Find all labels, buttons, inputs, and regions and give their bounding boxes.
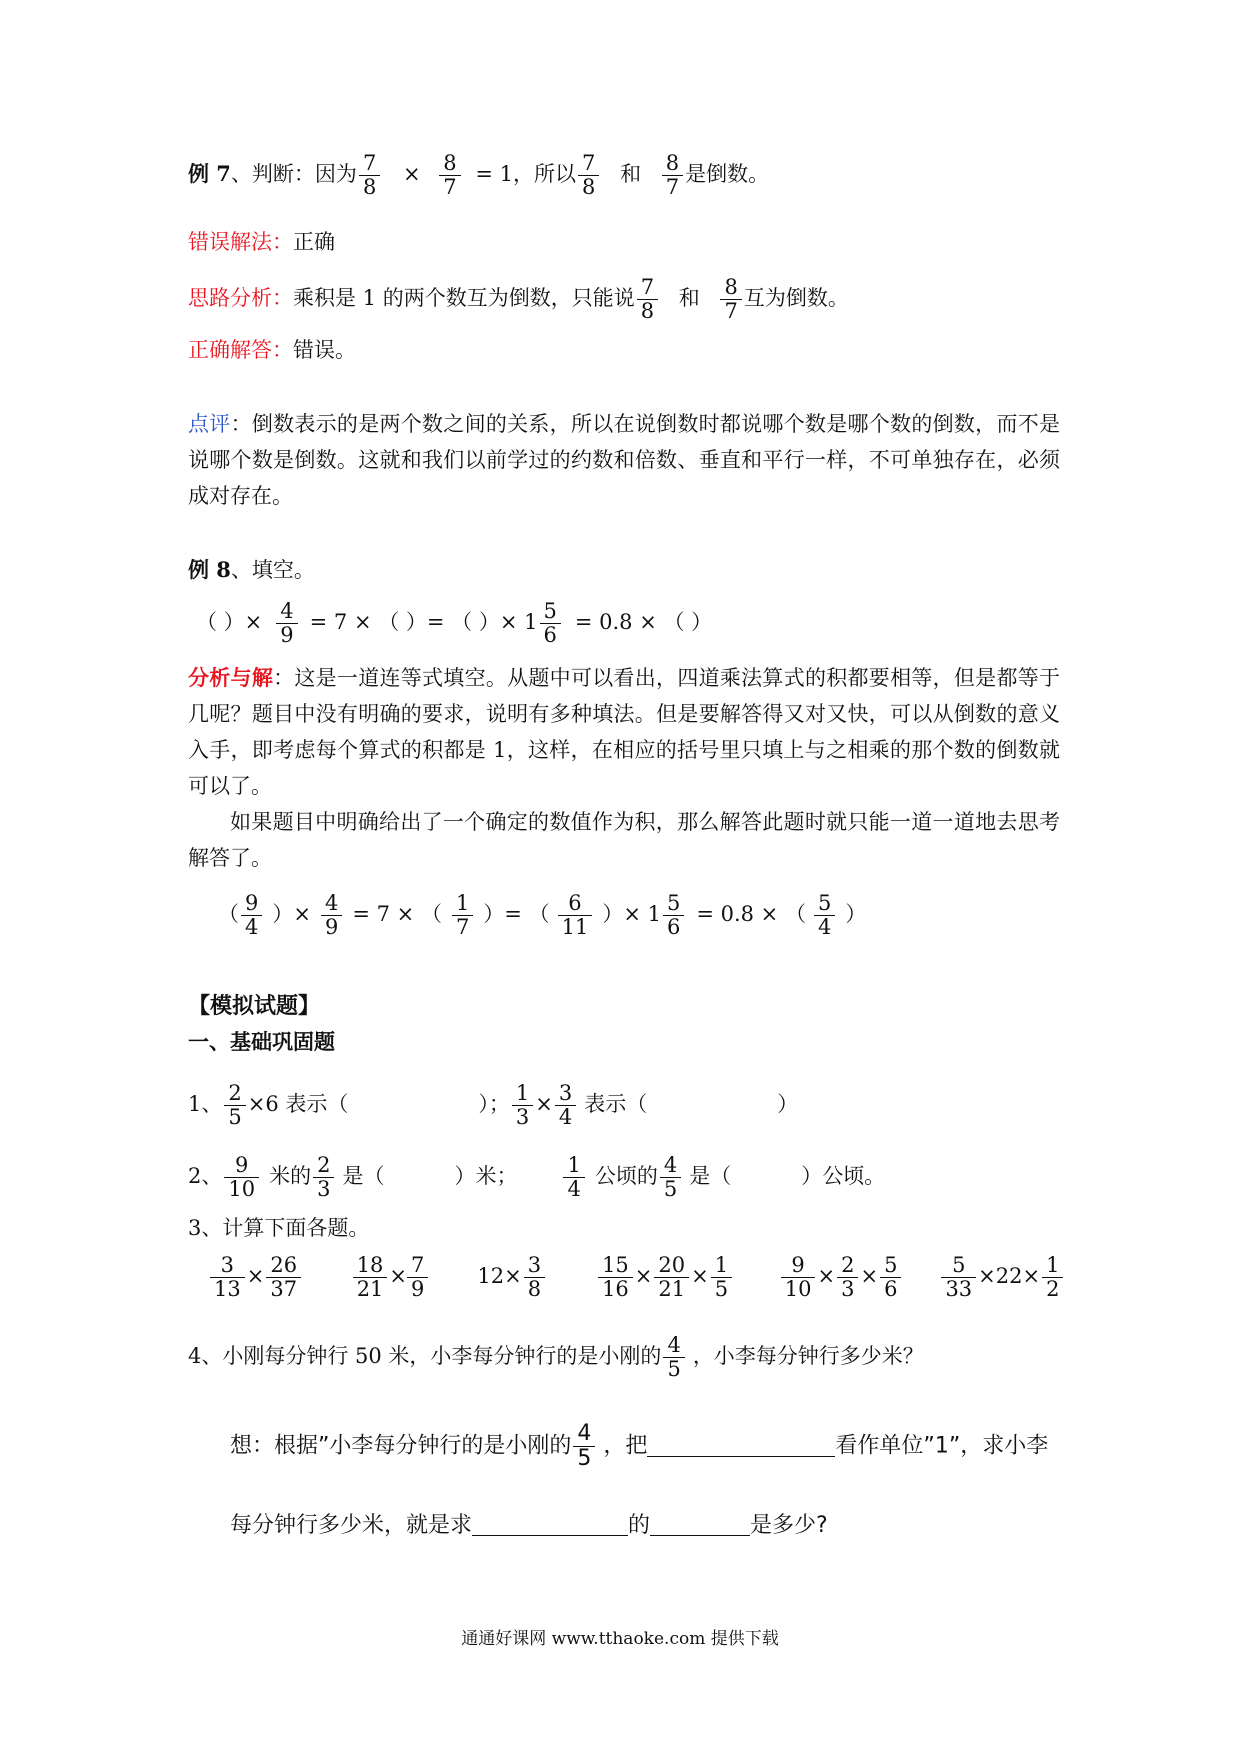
fraction: $\frac{4}{9}$ xyxy=(276,600,297,647)
question-text: ×6 表示（ xyxy=(247,1092,349,1116)
and-text: 和 xyxy=(678,286,700,310)
fraction: $\frac{8}{7}$ xyxy=(662,152,683,199)
comment-text: ：倒数表示的是两个数之间的关系，所以在说倒数时都说哪个数是哪个数的倒数，而不是说哪个数是倒数。这就和我们以前学过的约数和倍数、垂直和平行一样，不可单独存在，必须成对存在。 xyxy=(188,412,1061,508)
calc-items-row xyxy=(208,1254,1065,1301)
question-text: 公顷的 xyxy=(594,1164,658,1188)
question-1 xyxy=(188,1082,798,1129)
question-2 xyxy=(188,1154,885,1201)
analysis-tail: 互为倒数。 xyxy=(743,286,849,310)
solution-label: 分析与解 xyxy=(188,665,274,690)
footer-text: 通通好课网 www.tthaoke.com 提供下载 xyxy=(461,1629,779,1649)
fill-blank[interactable] xyxy=(650,1509,750,1536)
fraction: $\frac{2}{3}$ xyxy=(313,1154,334,1201)
question-text: 4、小刚每分钟行 50 米，小李每分钟行的是小刚的 xyxy=(188,1344,662,1368)
wrong-solution-line xyxy=(188,224,335,260)
fraction: $\frac{4}{5}$ xyxy=(660,1154,681,1201)
question-text: 是（ xyxy=(689,1164,732,1188)
question-text: ）； xyxy=(478,1092,510,1116)
fraction: $\frac{4}{5}$ xyxy=(573,1422,595,1471)
equation-text: = 7 × （ ）= （ ）× 1 xyxy=(309,610,538,634)
mock-test-heading: 【模拟试题】 xyxy=(188,993,321,1019)
hint-text: ，把 xyxy=(603,1433,648,1459)
analysis-label: 思路分析： xyxy=(188,286,293,310)
equation-text: （ xyxy=(218,902,239,926)
fill-blank[interactable] xyxy=(647,1430,835,1457)
example-8-title xyxy=(188,552,315,588)
hint-text: 的 xyxy=(628,1513,651,1538)
hint-line-1 xyxy=(230,1422,1048,1471)
question-text: × xyxy=(535,1092,553,1116)
question-number: 2、 xyxy=(188,1164,223,1188)
fraction: $\frac{7}{8}$ xyxy=(578,152,599,199)
analysis-line xyxy=(188,276,849,323)
equals-text: = 1，所以 xyxy=(475,162,576,186)
question-text: 米的 xyxy=(269,1164,312,1188)
question-text: ） xyxy=(777,1092,799,1116)
calc-item: $\frac{3}{13}$ × $\frac{26}{37}$ xyxy=(208,1254,344,1301)
question-4 xyxy=(188,1334,924,1381)
question-3: 3、计算下面各题。 xyxy=(188,1216,370,1240)
hint-text: 是多少? xyxy=(750,1513,828,1538)
fraction: $\frac{1}{3}$ xyxy=(512,1082,533,1129)
fraction: $\frac{5}{6}$ xyxy=(540,600,561,647)
example-8-label: 例 8 xyxy=(188,557,231,582)
paragraph-text: 如果题目中明确给出了一个确定的数值作为积，那么解答此题时就只能一道一道地去思考解答了。 xyxy=(188,810,1060,870)
times-sign: × xyxy=(403,162,421,186)
fraction: $\frac{9}{10}$ xyxy=(224,1154,259,1201)
wrong-solution-label: 错误解法： xyxy=(188,230,293,254)
fraction: $\frac{8}{7}$ xyxy=(720,276,741,323)
fraction: $\frac{7}{8}$ xyxy=(359,152,380,199)
solution-paragraph-2 xyxy=(188,804,1060,876)
fraction: $\frac{7}{8}$ xyxy=(637,276,658,323)
answer-fraction: $\frac{1}{7}$ xyxy=(452,892,473,939)
calc-item: 12× $\frac{3}{8}$ xyxy=(477,1254,589,1301)
hint-text: 看作单位”1”，求小李 xyxy=(835,1433,1049,1459)
fraction: $\frac{1}{4}$ xyxy=(563,1154,584,1201)
question-text: ）米； xyxy=(454,1164,518,1188)
question-text: 是（ xyxy=(342,1164,385,1188)
comment-label: 点评 xyxy=(188,412,231,436)
equation-text: （ ）× xyxy=(196,610,263,634)
comment-paragraph xyxy=(188,406,1060,514)
fraction: $\frac{4}{5}$ xyxy=(663,1334,684,1381)
tail-text: 是倒数。 xyxy=(685,162,770,186)
equation-text: = 0.8 × （ xyxy=(696,902,806,926)
calc-item: $\frac{18}{21}$ × $\frac{7}{9}$ xyxy=(351,1254,471,1301)
calc-item: $\frac{15}{16}$ × $\frac{20}{21}$ × $\frac{1}{5}$ xyxy=(596,1254,772,1301)
example-7-intro: 、判断：因为 xyxy=(230,162,357,186)
fraction: $\frac{2}{5}$ xyxy=(224,1082,245,1129)
equation-text: ）× 1 xyxy=(602,902,661,926)
fraction: $\frac{3}{4}$ xyxy=(555,1082,576,1129)
equation-text: ）= （ xyxy=(483,902,550,926)
example-7-line xyxy=(188,152,769,199)
equation-blank xyxy=(196,600,712,647)
equation-text: = 7 × （ xyxy=(352,902,442,926)
solution-text: ：这是一道连等式填空。从题中可以看出，四道乘法算式的积都要相等，但是都等于几呢？题目中没有明确的要求，说明有多种填法。但是要解答得又对又快，可以从倒数的意义入手，即考虑每个算式的积都是 1，这样，在相应的括号里只填上与之相乘的那个数的倒数就可以了。 xyxy=(188,666,1061,798)
fraction: $\frac{5}{6}$ xyxy=(663,892,684,939)
calc-item: $\frac{9}{10}$ × $\frac{2}{3}$ × $\frac{5}{6}$ xyxy=(779,1254,933,1301)
fraction: $\frac{4}{9}$ xyxy=(321,892,342,939)
question-text: 表示（ xyxy=(584,1092,648,1116)
and-text: 和 xyxy=(620,162,642,186)
answer-fraction: $\frac{6}{11}$ xyxy=(558,892,593,939)
solution-paragraph xyxy=(188,660,1060,804)
section-heading: 一、基础巩固题 xyxy=(188,1029,335,1054)
analysis-text: 乘积是 1 的两个数互为倒数，只能说 xyxy=(293,286,635,310)
correct-answer-line xyxy=(188,332,356,368)
hint-text: 每分钟行多少米，就是求 xyxy=(230,1513,473,1538)
equation-filled xyxy=(218,892,866,939)
hint-line-2 xyxy=(230,1508,828,1544)
example-8-title-text: 、填空。 xyxy=(230,558,315,582)
question-number: 1、 xyxy=(188,1092,223,1116)
equation-text: ）× xyxy=(272,902,311,926)
question-text: ）公顷。 xyxy=(801,1164,886,1188)
example-7-label: 例 7 xyxy=(188,161,231,186)
fraction: $\frac{8}{7}$ xyxy=(439,152,460,199)
equation-text: = 0.8 × （ ） xyxy=(574,610,713,634)
correct-answer-text: 错误。 xyxy=(293,338,356,362)
answer-fraction: $\frac{5}{4}$ xyxy=(814,892,835,939)
fill-blank[interactable] xyxy=(472,1509,628,1536)
equation-text: ） xyxy=(845,902,867,926)
answer-fraction: $\frac{9}{4}$ xyxy=(241,892,262,939)
correct-answer-label: 正确解答： xyxy=(188,338,293,362)
hint-text: 想：根据”小李每分钟行的是小刚的 xyxy=(230,1433,572,1459)
question-text: ，小李每分钟行多少米？ xyxy=(692,1344,924,1368)
calc-item: $\frac{5}{33}$ ×22× $\frac{1}{2}$ xyxy=(939,1254,1065,1301)
wrong-solution-text: 正确 xyxy=(293,230,335,254)
